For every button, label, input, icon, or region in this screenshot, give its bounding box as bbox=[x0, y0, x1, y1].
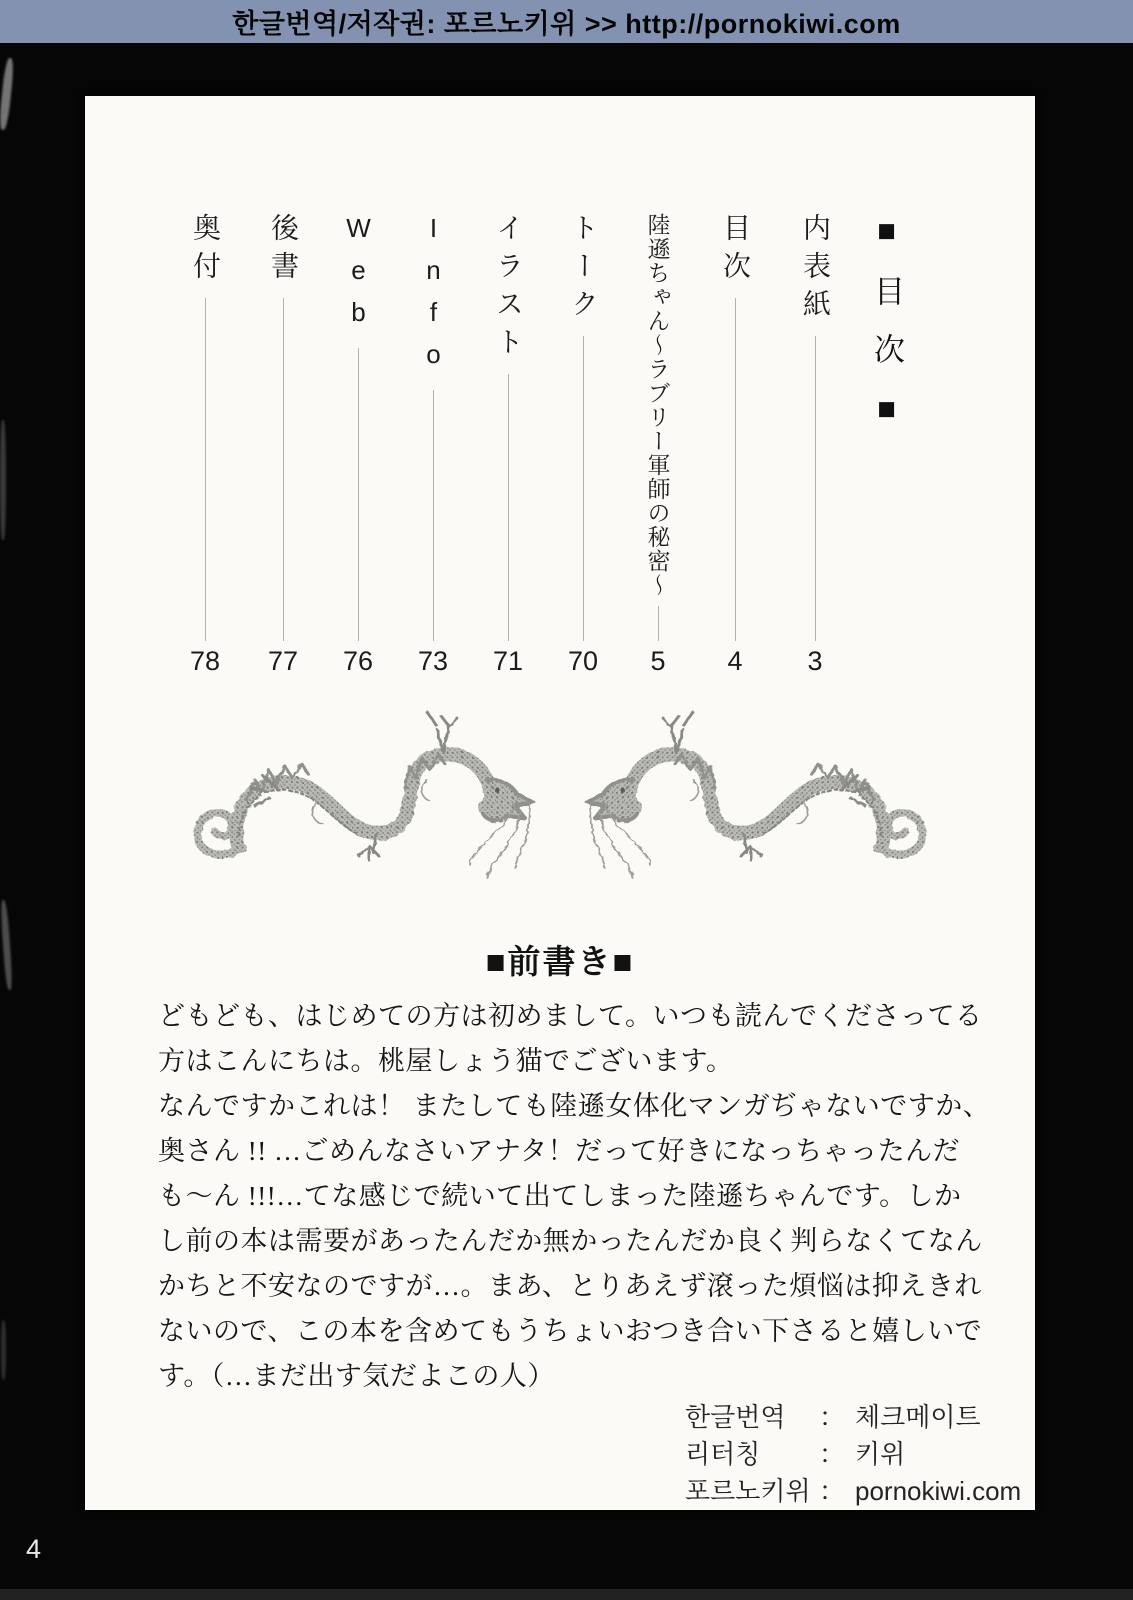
scan-scratch bbox=[0, 58, 15, 131]
toc-page-number: 71 bbox=[492, 646, 524, 676]
credit-value: 체크메이트 bbox=[855, 1402, 981, 1432]
credit-label: 리터칭 bbox=[685, 1439, 761, 1469]
credit-label: 한글번역 bbox=[685, 1402, 786, 1432]
toc-leader-line bbox=[583, 336, 584, 641]
toc-page-number: 4 bbox=[727, 646, 743, 676]
preface-line: ないので、この本を含めてもうちょいおつき合い下さると嬉しいで bbox=[158, 1316, 983, 1346]
translation-banner bbox=[0, 0, 1133, 43]
scan-bottom-edge bbox=[0, 1589, 1133, 1600]
toc-entry-label: 陸遜ちゃん～ラブリー軍師の秘密～ bbox=[644, 213, 671, 597]
toc-page-number: 78 bbox=[189, 646, 221, 676]
credit-row bbox=[685, 1471, 1021, 1508]
toc-entry bbox=[636, 213, 680, 675]
page-number: 4 bbox=[26, 1534, 42, 1564]
preface-line: す。（…まだ出す気だよこの人） bbox=[158, 1361, 555, 1391]
scan-scratch bbox=[0, 900, 13, 990]
toc-page-number: 76 bbox=[342, 646, 374, 676]
preface-body bbox=[158, 994, 991, 1399]
scan-scratch bbox=[1, 1320, 6, 1380]
toc-entry-label: 奥付 bbox=[190, 213, 221, 289]
translation-credits bbox=[685, 1397, 1021, 1508]
toc-entry-label: Web bbox=[343, 213, 374, 339]
credit-row bbox=[685, 1434, 1021, 1471]
preface-line: 奥さん !! …ごめんなさいアナタ！だって好きになっちゃったんだ bbox=[158, 1136, 961, 1166]
credit-separator: ： bbox=[819, 1476, 846, 1506]
book-page bbox=[85, 96, 1035, 1510]
toc-leader-line bbox=[735, 298, 736, 641]
toc-entry bbox=[336, 213, 380, 675]
toc-entry bbox=[261, 213, 305, 675]
toc-entry-label: 目次 bbox=[720, 213, 751, 289]
toc-leader-line bbox=[815, 336, 816, 641]
credit-label: 포르노키위 bbox=[685, 1476, 811, 1506]
preface-line: も～ん !!!…てな感じで続いて出てしまった陸遜ちゃんです。しか bbox=[158, 1181, 962, 1211]
preface-line: 方はこんにちは。桃屋しょう猫でございます。 bbox=[158, 1046, 734, 1076]
dragon-illustration-right bbox=[567, 696, 939, 896]
toc-title: ■目次■ bbox=[869, 213, 904, 453]
toc-entry bbox=[793, 213, 837, 675]
toc-entry bbox=[713, 213, 757, 675]
toc-page-number: 70 bbox=[567, 646, 599, 676]
preface-line: し前の本は需要があったんだか無かったんだか良く判らなくてなん bbox=[158, 1226, 983, 1256]
toc-page-number: 3 bbox=[807, 646, 823, 676]
dragon-illustration-left bbox=[181, 696, 553, 896]
translation-banner-text: 한글번역/저작권: 포르노키위 >> http://pornokiwi.com bbox=[232, 9, 901, 39]
scan-scratch bbox=[0, 420, 6, 540]
toc-page-number: 77 bbox=[267, 646, 299, 676]
toc-entry bbox=[486, 213, 530, 675]
credit-row bbox=[685, 1397, 1021, 1434]
preface-line: どもども、はじめての方は初めまして。いつも読んでくださってる bbox=[158, 1001, 983, 1031]
toc-entry-label: 内表紙 bbox=[800, 213, 831, 327]
toc-leader-line bbox=[433, 390, 434, 641]
preface-line: かちと不安なのですが…。まあ、とりあえず滾った煩悩は抑えきれ bbox=[158, 1271, 982, 1301]
credit-value: 키위 bbox=[855, 1439, 906, 1469]
credit-separator: ： bbox=[819, 1402, 846, 1432]
preface-line: なんですかこれは！ またしても陸遜女体化マンガぢゃないですか、 bbox=[158, 1091, 991, 1121]
toc-entry-label: イラスト bbox=[493, 213, 524, 365]
toc-leader-line bbox=[358, 348, 359, 641]
toc-leader-line bbox=[658, 606, 659, 641]
credit-separator: ： bbox=[819, 1439, 846, 1469]
toc-page-number: 73 bbox=[417, 646, 449, 676]
toc-entry-label: Info bbox=[418, 213, 449, 381]
toc-entry-label: 後書 bbox=[268, 213, 299, 289]
toc-page-number: 5 bbox=[650, 646, 666, 676]
credit-value: pornokiwi.com bbox=[855, 1476, 1022, 1506]
toc-entry bbox=[411, 213, 455, 675]
toc-entry-label: トーク bbox=[568, 213, 599, 327]
toc-leader-line bbox=[283, 298, 284, 641]
toc-entry bbox=[183, 213, 227, 675]
toc-leader-line bbox=[508, 374, 509, 641]
toc-entry bbox=[561, 213, 605, 675]
toc-leader-line bbox=[205, 298, 206, 641]
preface-heading: ■前書き■ bbox=[485, 945, 635, 981]
